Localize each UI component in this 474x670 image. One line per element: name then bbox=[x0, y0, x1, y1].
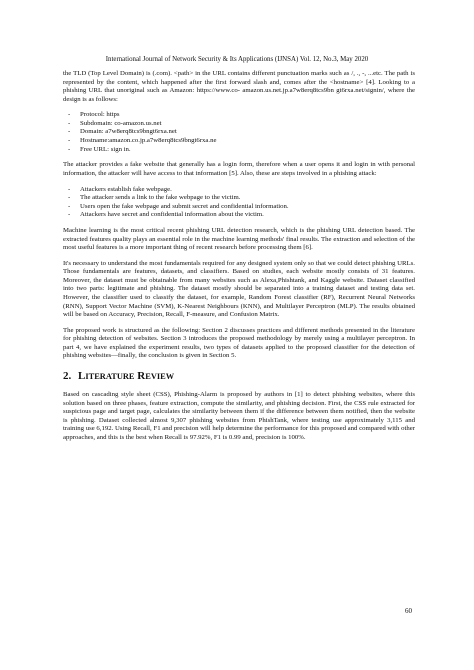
url-design-list bbox=[63, 111, 415, 154]
page-body bbox=[63, 70, 415, 449]
paragraph-literature: Based on cascading style sheet (CSS), Phishing-Alarm is proposed by authors in [1] to detect phishing websites, where this solution based on three phases, feature extraction, compute the similarity, and phishing decision. First, the CSS rule extracted for suspicious page and target page, calculates the similarity between them if the difference between them notified, then the website is phishing. Dataset collected almost 9,307 phishing websites from PhishTank, where testing use approximately 3,115 and training use 6,192. Using Recall, F1 and precision will help determine the performance for this proposed and compared with other approaches, and this is the best when Recall is 97.92%, F1 is 0.99 and, precision is 100%. bbox=[63, 390, 415, 441]
paragraph-attacker: The attacker provides a fake website that generally has a login form, therefore when a user opens it and login in with personal information, the attacker will have access to that information [5]. Also, these are steps involved in a phishing attack: bbox=[63, 161, 415, 177]
section-heading: 2. LITERATURE REVIEW bbox=[63, 369, 175, 382]
list-item: - The attacker sends a link to the fake webpage to the victim. bbox=[68, 194, 415, 203]
list-item: - Hostname:amazon.co.jp.a7w8erq8tcs9bngt6rxa.ne bbox=[68, 137, 415, 146]
list-item: - Attackers establish fake webpage. bbox=[68, 186, 415, 195]
section-number: 2. bbox=[63, 369, 72, 382]
list-item: - Subdomain: co-amazon.us.net bbox=[68, 120, 415, 129]
running-header: International Journal of Network Security & Its Applications (IJNSA) Vol. 12, No.3, May 2020 bbox=[105, 56, 369, 63]
attack-steps-list bbox=[63, 186, 415, 220]
page-number: 60 bbox=[405, 607, 412, 615]
list-item: - Attackers have secret and confidential information about the victim. bbox=[68, 211, 415, 220]
list-item: - Domain: a7w8erq8tcs9bngt6rxa.net bbox=[68, 128, 415, 137]
list-item: - Users open the fake webpage and submit secret and confidential information. bbox=[68, 203, 415, 212]
list-item: - Protocol: https bbox=[68, 111, 415, 120]
list-item: - Free URL: sign in. bbox=[68, 146, 415, 155]
paragraph-structure: The proposed work is structured as the following: Section 2 discusses practices and different methods presented in the literature for phishing detection of websites. Section 3 introduces the proposed methodology by merely using a multilayer perceptron. In part 4, we have explained the experiment results, two types of datasets applied to the proposed classifier for the detection of phishing websites—finally, the conclusion is given in Section 5. bbox=[63, 326, 415, 360]
paragraph-fundamentals: It's necessary to understand the most fundamentals required for any designed system only so that we could detect phishing URLs. Those fundamentals are features, datasets, and classifiers. Based on studies, each website mostly consists of 31 features. Moreover, the dataset must be obtainable from many websites such as Alexa,Phishtank, and Kaggle website. Dataset classified into two parts: legitimate and phishing. The dataset mostly should be separated into a training dataset and testing data set. However, the classifier used to classify the dataset, for example, Random Forest classifier (RF), Recurrent Neural Networks (RNN), Support Vector Machine (SVM), K-Nearest Neighbours (KNN), and Multilayer Perceptron (MLP). The results obtained will be based on Accuracy, Precision, Recall, F-measure, and Confusion Matrix. bbox=[63, 259, 415, 319]
paragraph-machine-learning: Machine learning is the most critical recent phishing URL detection research, which is the phishing URL detection based. The extracted features quality plays an essential role in the machine learning methods' final results. The extraction and selection of the most useful features is a more important thing of recent research before processing them [6]. bbox=[63, 226, 415, 252]
paragraph-url-structure: the TLD (Top Level Domain) is (.com). <path> in the URL contains different punctuation marks such as /, ., -, ...etc. The path is represented by the content, which happened after the first forward slash and, comes after the <hostname> [4]. Looking to a phishing URL that unoriginal such as Amazon: https://www.co- amazon.us.net.jp.a7w8erq8tcs9bn gt6rxa.net/signin/, where the design is as follows: bbox=[63, 70, 415, 103]
